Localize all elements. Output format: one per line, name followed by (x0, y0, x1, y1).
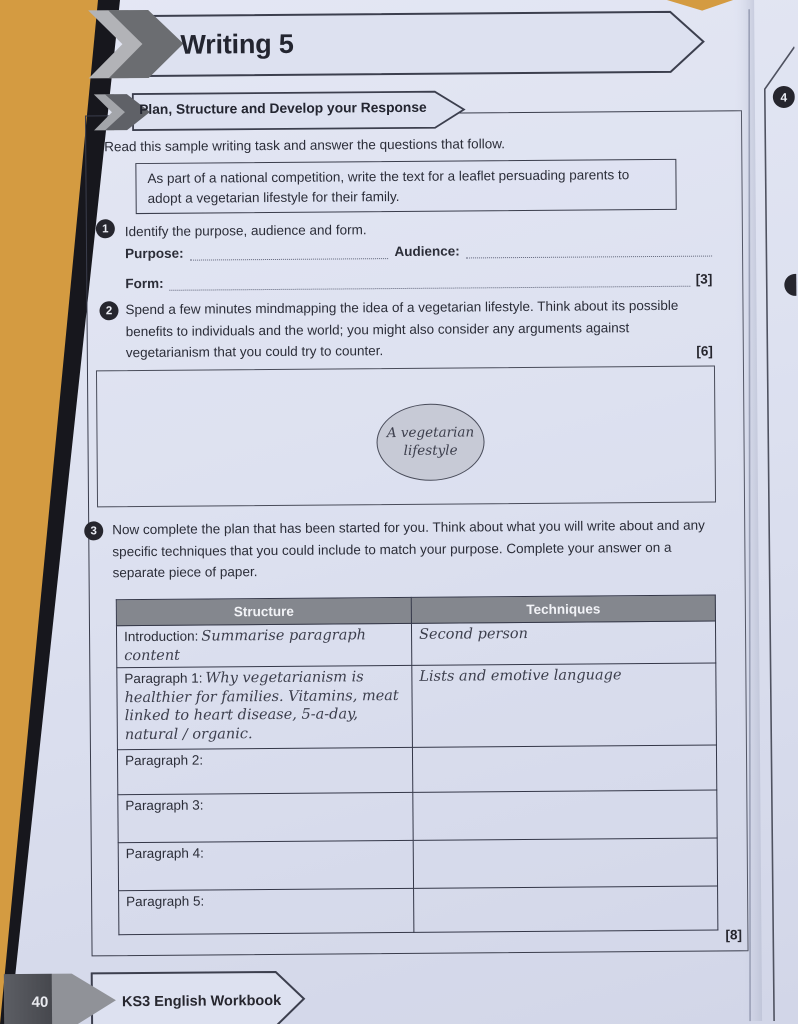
marks-q2: [6] (696, 343, 713, 359)
table-row (116, 621, 715, 668)
field-label-audience: Audience: (394, 243, 460, 260)
marks-q1: [3] (695, 271, 713, 287)
intro-text: Read this sample writing task and answer the questions that follow. (104, 136, 505, 155)
next-page-question-number: 4 (780, 90, 788, 105)
field-label-form: Form: (125, 275, 164, 292)
question-2-badge: 2 (99, 301, 118, 320)
structure-label: Paragraph 5: (126, 893, 205, 910)
next-page-question-badge-partial (784, 274, 798, 296)
footer-page-number: 40 (31, 993, 49, 1011)
next-page-border (764, 47, 798, 1021)
structure-cell (119, 888, 414, 934)
table-header-techniques: Techniques (411, 595, 715, 623)
question-3-badge: 3 (84, 521, 103, 540)
table-row (119, 886, 718, 935)
answer-line-purpose (190, 244, 389, 261)
marks-q3: [8] (725, 927, 742, 943)
structure-note: Why vegetarianism is healthier for families. Vitamins, meat linked to heart disease, 5-a-day, natural / organic. (124, 669, 399, 743)
question-1-badge: 1 (96, 219, 115, 238)
table-row (118, 838, 717, 891)
structure-label: Paragraph 1: (124, 670, 203, 687)
task-box (135, 159, 676, 214)
table-row (118, 790, 717, 843)
technique-cell (411, 621, 715, 665)
task-text: As part of a national competition, write the text for a leaflet persuading parents to adopt a vegetarian lifestyle for their family. (147, 167, 630, 206)
table-header-structure: Structure (116, 597, 411, 625)
answer-line-audience (466, 242, 712, 259)
structure-label: Paragraph 4: (125, 845, 204, 862)
field-label-purpose: Purpose: (124, 245, 184, 262)
page-title: Writing 5 (180, 28, 294, 60)
structure-note: Summarise paragraph content (124, 627, 367, 664)
structure-cell (118, 793, 413, 843)
question-1-text: Identify the purpose, audience and form. (124, 222, 367, 240)
technique-cell (412, 663, 717, 747)
structure-label: Paragraph 3: (125, 797, 204, 814)
structure-cell (117, 666, 413, 750)
technique-cell (414, 886, 718, 932)
technique-note: Lists and emotive language (419, 667, 622, 685)
table-row (117, 745, 716, 795)
technique-cell (413, 838, 717, 888)
technique-note: Second person (418, 625, 529, 643)
question-2-text: Spend a few minutes mindmapping the idea of a vegetarian lifestyle. Think about its possible benefits to individuals and the world; you might also consider any arguments against vegetarianism that you could try to counter. (125, 297, 679, 361)
section-title: Plan, Structure and Develop your Response (139, 99, 427, 118)
technique-cell (413, 790, 717, 840)
question-3-text: Now complete the plan that has been started for you. Think about what you will write about and any specific techniques that you could include to match your purpose. Complete your answer on a separate piece of paper. (112, 517, 705, 581)
structure-cell (117, 748, 412, 795)
footer-brand: KS3 English Workbook (121, 992, 282, 1011)
mindmap-central-label: A vegetarian lifestyle (386, 424, 475, 459)
mindmap-box (96, 366, 716, 508)
table-row (117, 663, 717, 750)
plan-table (116, 595, 719, 936)
structure-cell (118, 841, 413, 891)
desk-sliver (660, 0, 741, 11)
structure-label: Paragraph 2: (124, 752, 204, 769)
technique-cell (412, 745, 716, 792)
structure-cell (116, 623, 411, 667)
mindmap-central-oval (376, 403, 485, 481)
page-fold-shading (732, 0, 762, 1021)
structure-label: Introduction: (124, 628, 199, 645)
